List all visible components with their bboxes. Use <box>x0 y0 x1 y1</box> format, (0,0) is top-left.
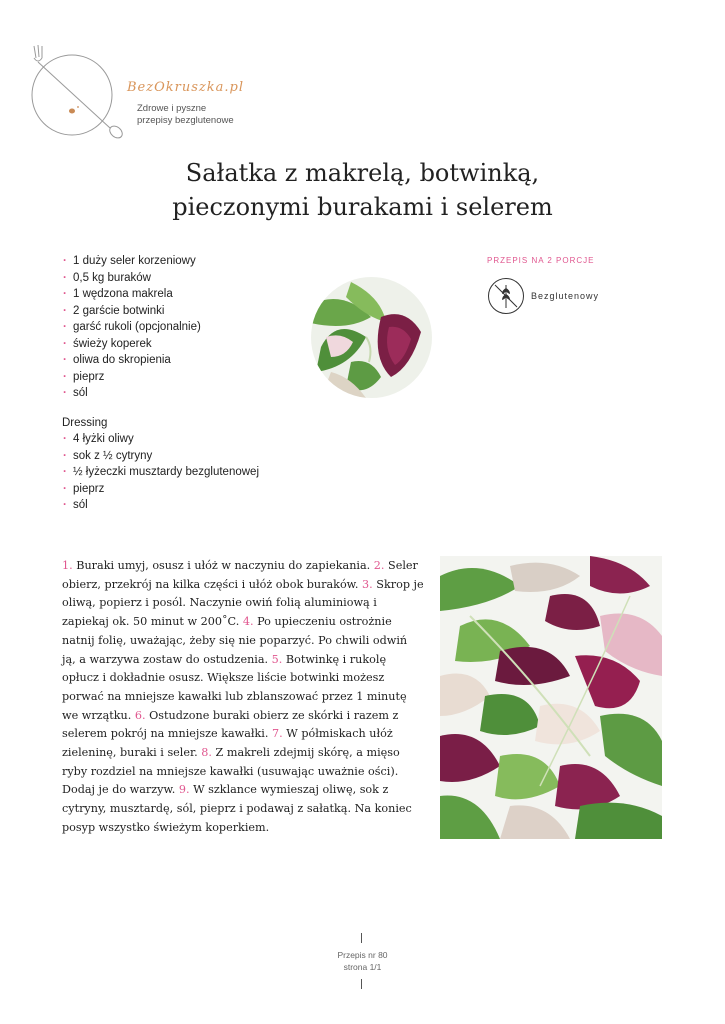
step-text: Ostudzone buraki obierz ze skórki i razem z selerem pokrój na mniejsze kawałki. <box>62 708 399 741</box>
brand-tagline <box>137 103 234 127</box>
footer <box>0 949 725 973</box>
brand-tagline-line2: przepisy bezglutenowe <box>137 115 234 126</box>
ingredient-item: · świeży koperek <box>62 336 302 353</box>
step-number: 7. <box>272 727 283 741</box>
gluten-free-label: Bezglutenowy <box>531 291 600 301</box>
salad-photo-circle <box>311 277 432 398</box>
ingredients-list <box>62 253 302 402</box>
step-text: Buraki umyj, osusz i ułóż w naczyniu do zapiekania. <box>76 559 371 572</box>
logo-plate-fork-spoon-icon <box>22 40 132 145</box>
step-number: 1. <box>62 559 73 572</box>
recipe-title <box>0 156 725 224</box>
ingredient-item: · 0,5 kg buraków <box>62 270 302 287</box>
step-text: Z makreli zdejmij skórę, a mięso ryby rozdziel na mniejsze kawałki (usuwając uważnie ości). Dodaj je do warzyw. <box>62 746 400 797</box>
step-number: 4. <box>242 615 254 629</box>
dressing-heading: Dressing <box>62 417 108 429</box>
portions-label: PRZEPIS NA 2 PORCJE <box>487 256 595 265</box>
page-number: strona 1/1 <box>343 962 382 972</box>
step-text: Seler obierz, przekrój na kilka części i ułóż obok buraków. <box>62 559 418 591</box>
step-number: 2. <box>373 559 385 572</box>
preparation-steps <box>62 557 424 838</box>
ingredient-item: · 1 wędzona makrela <box>62 286 302 303</box>
ingredient-item: · 1 duży seler korzeniowy <box>62 253 302 270</box>
step-number: 3. <box>362 577 373 591</box>
step-text: W półmiskach ułóż zieleninę, buraki i seler. <box>62 727 393 760</box>
footer-divider-top <box>361 933 362 943</box>
recipe-title-line1: Sałatka z makrelą, botwinką, <box>185 159 540 187</box>
step-number: 5. <box>271 652 283 666</box>
step-text: Botwinkę i rukolę opłucz i dokładnie osusz. Większe liście botwinki możesz porwać na mniejsze kawałki lub zblanszować przez 1 minutę we wrzątku. <box>62 652 407 722</box>
brand-tagline-line1: Zdrowe i pyszne <box>137 103 207 114</box>
ingredient-item: · oliwa do skropienia <box>62 352 302 369</box>
recipe-title-line2: pieczonymi burakami i selerem <box>172 193 553 221</box>
dressing-item: · 4 łyżki oliwy <box>62 431 302 448</box>
step-text: Skrop je oliwą, popierz i posól. Naczynie owiń folią aluminiową i zapiekaj ok. 50 minut w 200˚C. <box>62 577 424 629</box>
ingredient-item: · sól <box>62 385 302 402</box>
brand-name: BezOkruszka.pl <box>127 80 244 95</box>
ingredient-item: · 2 garście botwinki <box>62 303 302 320</box>
ingredient-item: · garść rukoli (opcjonalnie) <box>62 319 302 336</box>
step-text: Po upieczeniu ostrożnie natnij folię, uważając, żeby się nie poparzyć. Po chwili odwiń ją, a warzywa zostaw do ostudzenia. <box>62 615 408 666</box>
step-text: W szklance wymieszaj oliwę, sok z cytryny, musztardę, sól, pieprz i podawaj z sałatką. Na koniec posyp wszystko świeżym koperkiem. <box>62 783 412 834</box>
dressing-item: · sól <box>62 497 302 514</box>
dressing-list <box>62 431 302 514</box>
dressing-item: · sok z ½ cytryny <box>62 448 302 465</box>
step-number: 9. <box>178 783 190 797</box>
footer-divider-bottom <box>361 979 362 989</box>
step-number: 6. <box>134 708 146 722</box>
salad-photo <box>440 556 662 839</box>
recipe-number: Przepis nr 80 <box>337 950 388 960</box>
gluten-free-icon <box>487 277 525 315</box>
dressing-item: · pieprz <box>62 481 302 498</box>
ingredient-item: · pieprz <box>62 369 302 386</box>
dressing-item: · ½ łyżeczki musztardy bezglutenowej <box>62 464 302 481</box>
step-number: 8. <box>201 746 212 760</box>
